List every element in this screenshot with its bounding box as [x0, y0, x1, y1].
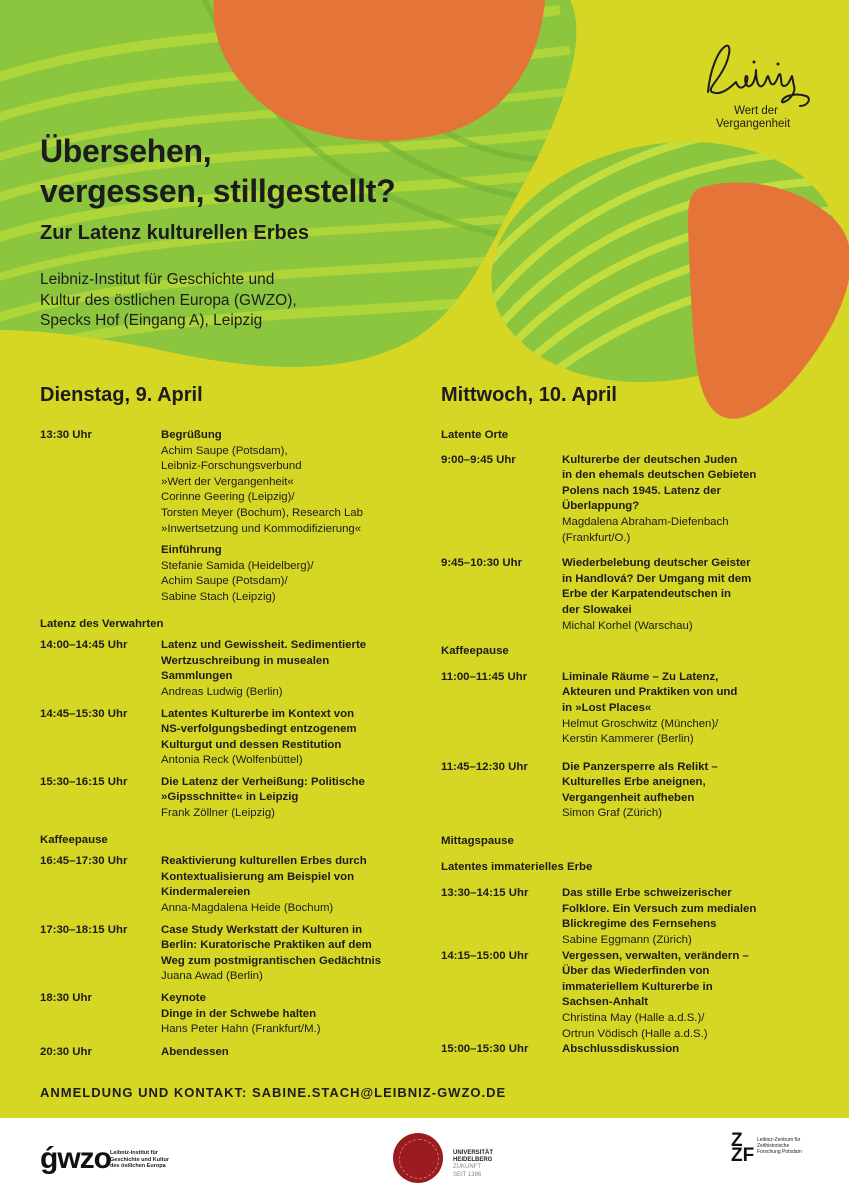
- talk-title-line: Case Study Werkstatt der Kulturen in: [161, 923, 363, 936]
- schedule-entry: [441, 886, 821, 948]
- talk-title-line: Das stille Erbe schweizerischer: [562, 887, 732, 900]
- talk-title-line: Wertzuschreibung in musealen: [161, 654, 330, 667]
- schedule-entry: [40, 428, 430, 606]
- entry-content: [161, 923, 430, 985]
- talk-title-line: in Handlová? Der Umgang mit dem: [562, 572, 752, 585]
- section-heading: Kaffeepause: [40, 833, 108, 846]
- talk-title-line: Kulturgut und dessen Restitution: [161, 738, 342, 751]
- entry-content: [161, 991, 430, 1038]
- gwzo-line: des östlichen Europa: [110, 1163, 166, 1169]
- talk-title-line: Begrüßung: [161, 429, 222, 441]
- section-heading: Mittagspause: [441, 835, 514, 848]
- entry-block: [562, 670, 821, 748]
- gwzo-logo-text: [110, 1150, 200, 1170]
- entry-content: [562, 760, 821, 822]
- event-title-line-1: Übersehen,: [40, 133, 212, 169]
- schedule-tuesday: [40, 428, 430, 1060]
- day-heading-tuesday: Dienstag, 9. April: [40, 384, 203, 406]
- event-subtitle: Zur Latenz kulturellen Erbes: [40, 222, 309, 244]
- event-title: [40, 131, 395, 211]
- speaker-line: Torsten Meyer (Bochum), Research Lab: [161, 506, 363, 519]
- section-heading: Latente Orte: [441, 429, 509, 441]
- talk-title-line: NS-verfolgungsbedingt entzogenem: [161, 723, 357, 736]
- talk-title-line: Polens nach 1945. Latenz der: [562, 484, 721, 497]
- section-heading: Latentes immaterielles Erbe: [441, 860, 593, 873]
- entry-content: [562, 556, 821, 634]
- leibniz-tagline-line-2: Vergangenheit: [716, 118, 791, 130]
- entry-time: 11:00–11:45 Uhr: [441, 670, 528, 683]
- entry-time: 14:00–14:45 Uhr: [40, 639, 128, 652]
- leibniz-tagline: [716, 105, 791, 131]
- venue-line-3: Specks Hof (Eingang A), Leipzig: [40, 312, 263, 329]
- zzf-logo-mark: [731, 1130, 755, 1166]
- day-heading-wednesday: Mittwoch, 10. April: [441, 384, 617, 406]
- talk-title-line: in den ehemals deutschen Gebieten: [562, 469, 757, 482]
- schedule-entry: [441, 556, 821, 634]
- schedule-entry: [441, 453, 821, 547]
- entry-block: [161, 638, 430, 700]
- entry-content: [161, 854, 430, 916]
- schedule-entry: [40, 1045, 430, 1061]
- talk-title-line: Wiederbelebung deutscher Geister: [562, 557, 751, 570]
- talk-title-line: Kontextualisierung am Beispiel von: [161, 870, 355, 883]
- talk-title-line: Keynote: [161, 992, 206, 1004]
- gwzo-line: Leibniz-Institut für: [110, 1150, 158, 1156]
- orange-blob-right: [688, 183, 849, 419]
- talk-title-line: der Slowakei: [562, 603, 632, 616]
- speaker-line: Achim Saupe (Potsdam)/: [161, 575, 288, 588]
- schedule-entry: [40, 923, 430, 985]
- uni-line: SEIT 1386: [453, 1171, 482, 1178]
- entry-content: [161, 1045, 430, 1061]
- leibniz-logo: [690, 40, 815, 135]
- speaker-line: Kerstin Kammerer (Berlin): [562, 733, 694, 746]
- entry-content: [562, 949, 821, 1043]
- schedule-entry: [40, 638, 430, 700]
- zzf-line: Forschung Potsdam: [757, 1149, 802, 1155]
- talk-title-line: Blickregime des Fernsehens: [562, 918, 717, 931]
- entry-time: 17:30–18:15 Uhr: [40, 923, 128, 936]
- entry-block: [562, 886, 821, 948]
- entry-block: [161, 854, 430, 916]
- leibniz-tagline-line-1: Wert der: [734, 105, 778, 117]
- speaker-line: Stefanie Samida (Heidelberg)/: [161, 559, 314, 572]
- entry-block: [161, 775, 430, 822]
- section-heading: Kaffeepause: [441, 645, 509, 658]
- schedule-entry: [40, 991, 430, 1038]
- entry-time: 15:30–16:15 Uhr: [40, 775, 128, 788]
- talk-title-line: Weg zum postmigrantischen Gedächtnis: [161, 954, 382, 967]
- event-venue: [40, 270, 297, 332]
- schedule-entry: [441, 760, 821, 822]
- entry-block: [562, 556, 821, 634]
- entry-block: [562, 453, 821, 547]
- venue-line-2: Kultur des östlichen Europa (GWZO),: [40, 291, 297, 309]
- talk-title-line: Dinge in der Schwebe halten: [161, 1007, 317, 1020]
- talk-title-line: Sammlungen: [161, 670, 233, 683]
- uni-line: ZUKUNFT: [453, 1164, 481, 1171]
- speaker-line: Juana Awad (Berlin): [161, 970, 263, 983]
- speaker-line: (Frankfurt/O.): [562, 531, 631, 544]
- entry-content: [562, 453, 821, 547]
- entry-block: [161, 543, 430, 605]
- schedule-entry: [441, 949, 821, 1043]
- entry-block: [161, 707, 430, 769]
- entry-block: [161, 1045, 430, 1061]
- talk-title-line: Akteuren und Praktiken von und: [562, 686, 738, 699]
- zzf-line: Zeithistorische: [757, 1143, 790, 1149]
- talk-title-line: Reaktivierung kulturellen Erbes durch: [161, 855, 367, 868]
- talk-title-line: Abendessen: [161, 1045, 229, 1058]
- speaker-line: »Wert der Vergangenheit«: [161, 475, 294, 488]
- entry-time: 18:30 Uhr: [40, 992, 92, 1004]
- entry-time: 13:30–14:15 Uhr: [441, 887, 529, 900]
- talk-title-line: in »Lost Places«: [562, 701, 652, 714]
- talk-title-line: »Gipsschnitte« in Leipzig: [161, 791, 299, 804]
- talk-title-line: Berlin: Kuratorische Praktiken auf dem: [161, 939, 372, 952]
- entry-content: [161, 775, 430, 822]
- speaker-line: Christina May (Halle a.d.S.)/: [562, 1012, 705, 1024]
- talk-title-line: Folklore. Ein Versuch zum medialen: [562, 902, 757, 915]
- talk-title-line: Erbe der Karpatendeutschen in: [562, 588, 732, 601]
- entry-content: [562, 886, 821, 948]
- speaker-line: Corinne Geering (Leipzig)/: [161, 491, 295, 504]
- entry-block: [161, 991, 430, 1038]
- entry-time: 9:00–9:45 Uhr: [441, 453, 516, 466]
- speaker-line: Hans Peter Hahn (Frankfurt/M.): [161, 1023, 321, 1036]
- entry-block: [562, 949, 821, 1043]
- entry-time: 14:45–15:30 Uhr: [40, 707, 128, 720]
- zzf-mark-line: ZF: [731, 1145, 755, 1166]
- speaker-line: Achim Saupe (Potsdam),: [161, 444, 288, 457]
- entry-time: 15:00–15:30 Uhr: [441, 1043, 529, 1056]
- heidelberg-seal-icon: [393, 1133, 443, 1183]
- entry-time: 13:30 Uhr: [40, 429, 92, 441]
- schedule-entry: [40, 854, 430, 916]
- zzf-line: Leibniz-Zentrum für: [757, 1137, 801, 1143]
- entry-content: [562, 1042, 821, 1058]
- entry-content: [161, 707, 430, 769]
- entry-time: 20:30 Uhr: [40, 1045, 92, 1058]
- schedule-entry: [441, 670, 821, 748]
- talk-title-line: Kulturerbe der deutschen Juden: [562, 453, 738, 466]
- talk-title-line: Überlappung?: [562, 500, 640, 513]
- talk-title-line: Liminale Räume – Zu Latenz,: [562, 670, 719, 683]
- entry-block: [562, 760, 821, 822]
- speaker-line: Ortrun Vödisch (Halle a.d.S.): [562, 1027, 708, 1040]
- speaker-line: Magdalena Abraham-Diefenbach: [562, 515, 729, 528]
- entry-time: 9:45–10:30 Uhr: [441, 557, 523, 570]
- talk-title-line: Vergessen, verwalten, verändern –: [562, 949, 749, 962]
- speaker-line: Leibniz-Forschungsverbund: [161, 460, 302, 473]
- talk-title-line: Einführung: [161, 544, 222, 557]
- uni-line: UNIVERSITÄT: [453, 1150, 494, 1156]
- speaker-line: Andreas Ludwig (Berlin): [161, 685, 283, 698]
- speaker-line: Anna-Magdalena Heide (Bochum): [161, 902, 334, 915]
- schedule-entry: [441, 1042, 821, 1058]
- entry-block: [161, 428, 430, 537]
- talk-title-line: Latentes Kulturerbe im Kontext von: [161, 707, 355, 720]
- entry-block: [562, 1042, 821, 1058]
- speaker-line: Frank Zöllner (Leipzig): [161, 807, 275, 820]
- entry-time: 16:45–17:30 Uhr: [40, 855, 128, 868]
- talk-title-line: Latenz und Gewissheit. Sedimentierte: [161, 639, 367, 652]
- schedule-entry: [40, 775, 430, 822]
- gwzo-logo-mark: ǵwzo: [40, 1142, 111, 1175]
- speaker-line: Antonia Reck (Wolfenbüttel): [161, 754, 303, 767]
- entry-time: 14:15–15:00 Uhr: [441, 949, 529, 962]
- talk-title-line: Die Latenz der Verheißung: Politische: [161, 775, 365, 788]
- talk-title-line: Abschlussdiskussion: [562, 1043, 680, 1056]
- zzf-mark-line: Z: [731, 1130, 743, 1151]
- entry-time: 11:45–12:30 Uhr: [441, 760, 528, 773]
- talk-title-line: Kulturelles Erbe aneignen,: [562, 776, 706, 789]
- speaker-line: Sabine Eggmann (Zürich): [562, 934, 692, 947]
- talk-title-line: Die Panzersperre als Relikt –: [562, 760, 718, 773]
- speaker-line: Helmut Groschwitz (München)/: [562, 717, 719, 730]
- schedule-wednesday: [441, 428, 821, 1058]
- entry-content: [161, 428, 430, 606]
- gwzo-line: Geschichte und Kultur: [110, 1156, 169, 1163]
- talk-title-line: Vergangenheit aufheben: [562, 791, 695, 804]
- talk-title-line: Sachsen-Anhalt: [562, 996, 649, 1009]
- schedule-entry: [40, 707, 430, 769]
- leibniz-signature-icon: [690, 40, 815, 110]
- contact-line: ANMELDUNG UND KONTAKT: SABINE.STACH@LEIBNIZ-GWZO.DE: [40, 1085, 507, 1100]
- entry-block: [161, 923, 430, 985]
- talk-title-line: Kindermalereien: [161, 886, 251, 899]
- speaker-line: Simon Graf (Zürich): [562, 807, 663, 820]
- uni-line: HEIDELBERG: [453, 1157, 493, 1164]
- speaker-line: Michal Korhel (Warschau): [562, 619, 693, 632]
- heidelberg-logo-text: [453, 1150, 513, 1179]
- venue-line-1: Leibniz-Institut für Geschichte und: [40, 271, 275, 288]
- speaker-line: Sabine Stach (Leipzig): [161, 590, 276, 603]
- talk-title-line: immateriellem Kulturerbe in: [562, 980, 713, 993]
- event-title-line-2: vergessen, stillgestellt?: [40, 173, 396, 209]
- speaker-line: »Inwertsetzung und Kommodifizierung«: [161, 522, 362, 535]
- talk-title-line: Über das Wiederfinden von: [562, 965, 710, 978]
- entry-content: [161, 638, 430, 700]
- entry-content: [562, 670, 821, 748]
- footer-logos: [0, 1118, 849, 1200]
- section-heading: Latenz des Verwahrten: [40, 617, 164, 630]
- zzf-logo-text: [757, 1137, 827, 1155]
